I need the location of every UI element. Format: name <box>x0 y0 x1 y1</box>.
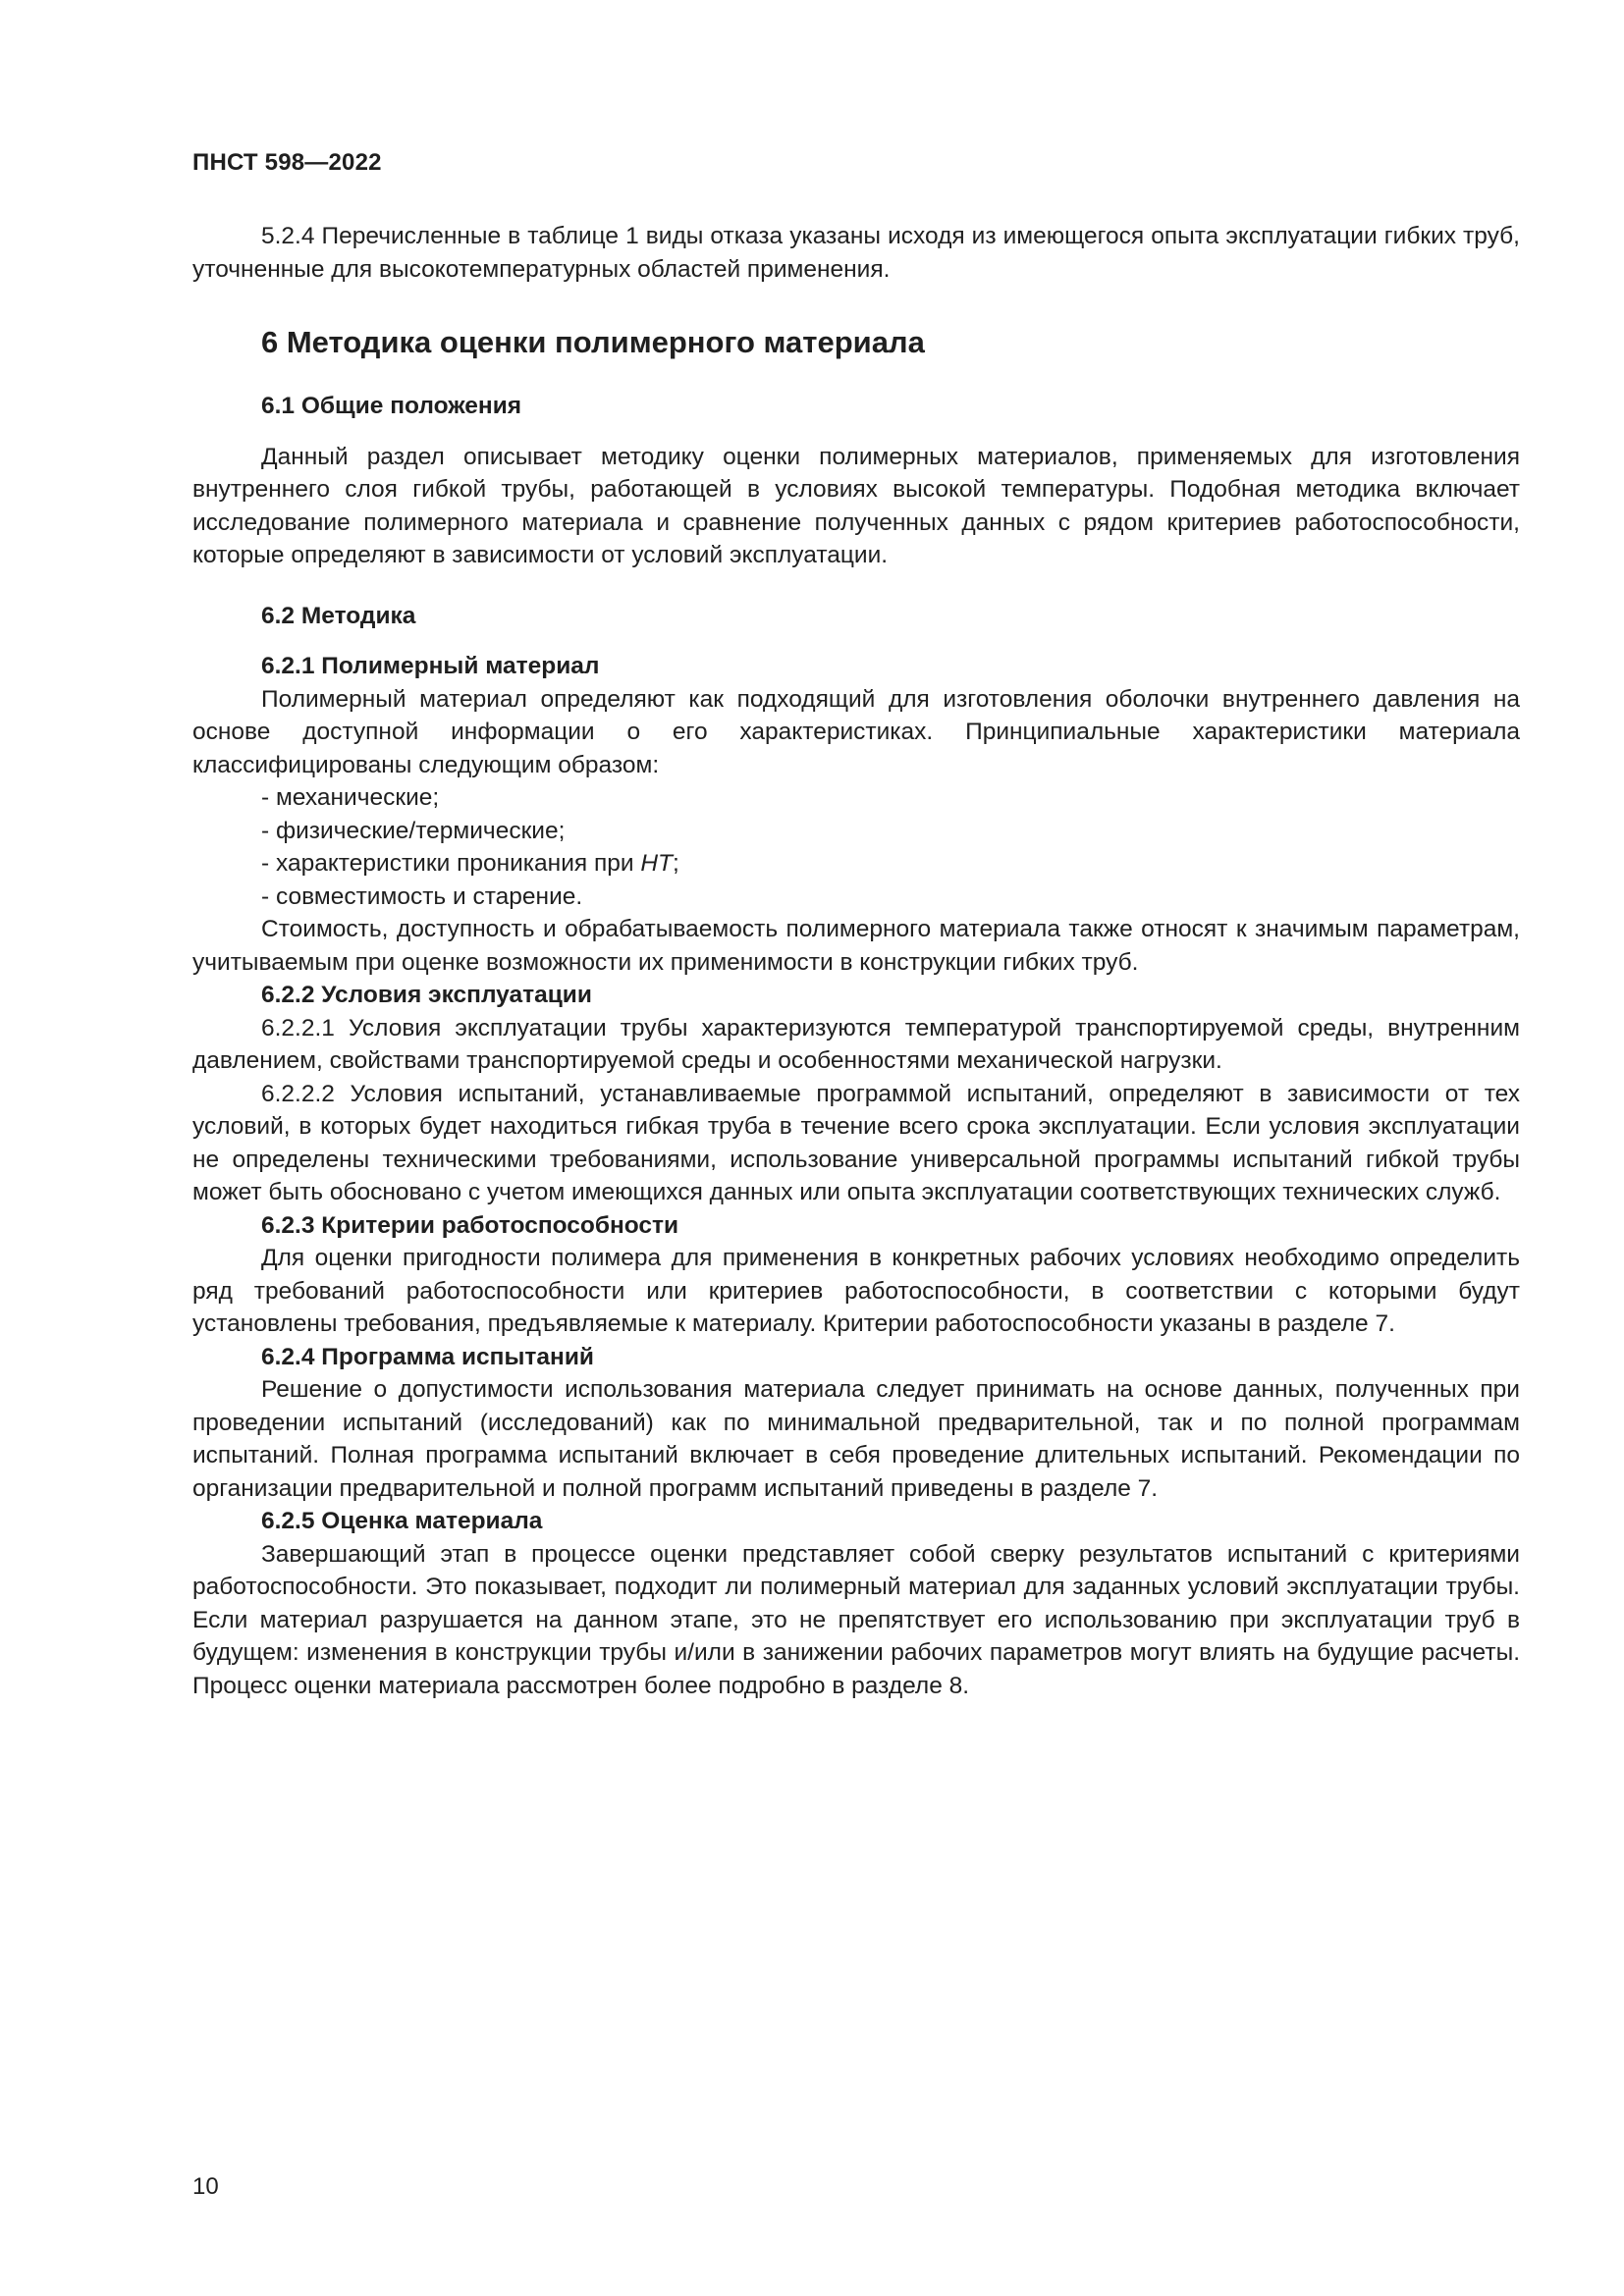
paragraph-6-2-5: Завершающий этап в процессе оценки представляет собой сверку результатов испытаний с критериями работоспособности. Это показывает, подходит ли полимерный материал для заданных условий эксплуатации трубы. Если материал разрушается на данном этапе, это не препятствует его использованию при эксплуатации труб в будущем: изменения в конструкции трубы и/или в занижении рабочих параметров могут влиять на будущие расчеты. Процесс оценки материала рассмотрен более подробно в разделе 8. <box>192 1540 1520 1699</box>
paragraph-6-2-1-b: Стоимость, доступность и обрабатываемость полимерного материала также относят к значимым параметрам, учитываемым при оценке возможности их применимости в конструкции гибких труб. <box>192 916 1520 976</box>
section-6-heading: 6 Методика оценки полимерного материала <box>261 325 925 359</box>
paragraph-6-2-1: Полимерный материал определяют как подходящий для изготовления оболочки внутреннего давления на основе доступной информации о его характеристиках. Принципиальные характеристики материала классифицированы следующим образом: <box>192 685 1520 778</box>
paragraph-6-2-3: Для оценки пригодности полимера для применения в конкретных рабочих условиях необходимо определить ряд требований работоспособности или критериев работоспособности, в соответствии с которыми будут установлены требования, предъявляемые к материалу. Критерии работоспособности указаны в разделе 7. <box>192 1245 1520 1337</box>
section-6-2-3-heading: 6.2.3 Критерии работоспособности <box>261 1211 679 1239</box>
paragraph-6-1: Данный раздел описывает методику оценки полимерных материалов, применяемых для изготовления внутреннего слоя гибкой трубы, работающей в условиях высокой температуры. Подобная методика включает исследование полимерного материала и сравнение полученных данных с рядом критериев работоспособности, которые определяют в зависимости от условий эксплуатации. <box>192 443 1520 568</box>
list-item <box>192 847 1520 881</box>
section-6-2-2-heading: 6.2.2 Условия эксплуатации <box>261 982 592 1008</box>
paragraph-5-2-4: 5.2.4 Перечисленные в таблице 1 виды отказа указаны исходя из имеющегося опыта эксплуатации гибких труб, уточненные для высокотемпературных областей применения. <box>192 223 1520 283</box>
list-item-punctuation: ; <box>673 850 679 877</box>
section-6-2-1-heading: 6.2.1 Полимерный материал <box>261 653 600 679</box>
page-content <box>192 220 1520 1702</box>
paragraph-6-2-2-1: 6.2.2.1 Условия эксплуатации трубы характеризуются температурой транспортируемой среды, внутренним давлением, свойствами транспортируемой среды и особенностями механической нагрузки. <box>192 1014 1520 1074</box>
list-item: - механические; <box>261 784 440 811</box>
section-6-2-4-heading: 6.2.4 Программа испытаний <box>261 1343 594 1370</box>
paragraph-6-2-4: Решение о допустимости использования материала следует принимать на основе данных, полученных при проведении испытаний (исследований) как по минимальной предварительной, так и по полной программам испытаний. Полная программа испытаний включает в себя проведение длительных испытаний. Рекомендации по организации предварительной и полной программ испытаний приведены в разделе 7. <box>192 1376 1520 1502</box>
section-6-2-5-heading: 6.2.5 Оценка материала <box>261 1508 543 1534</box>
list-item-text: - характеристики проникания при <box>261 850 641 877</box>
ht-abbreviation: HT <box>640 850 674 877</box>
section-6-1-heading: 6.1 Общие положения <box>261 393 522 419</box>
section-6-2-heading: 6.2 Методика <box>261 602 416 629</box>
list-item: - физические/термические; <box>261 817 566 844</box>
document-id-header: ПНСТ 598—2022 <box>192 149 382 176</box>
characteristics-list <box>192 781 1520 913</box>
page-number: 10 <box>192 2173 219 2200</box>
paragraph-6-2-2-2: 6.2.2.2 Условия испытаний, устанавливаемые программой испытаний, определяют в зависимости от тех условий, в которых будет находиться гибкая труба в течение всего срока эксплуатации. Если условия эксплуатации не определены техническими требованиями, использование универсальной программы испытаний гибкой трубы может быть обосновано с учетом имеющихся данных или опыта эксплуатации соответствующих технических служб. <box>192 1080 1520 1205</box>
list-item: - совместимость и старение. <box>261 882 583 910</box>
